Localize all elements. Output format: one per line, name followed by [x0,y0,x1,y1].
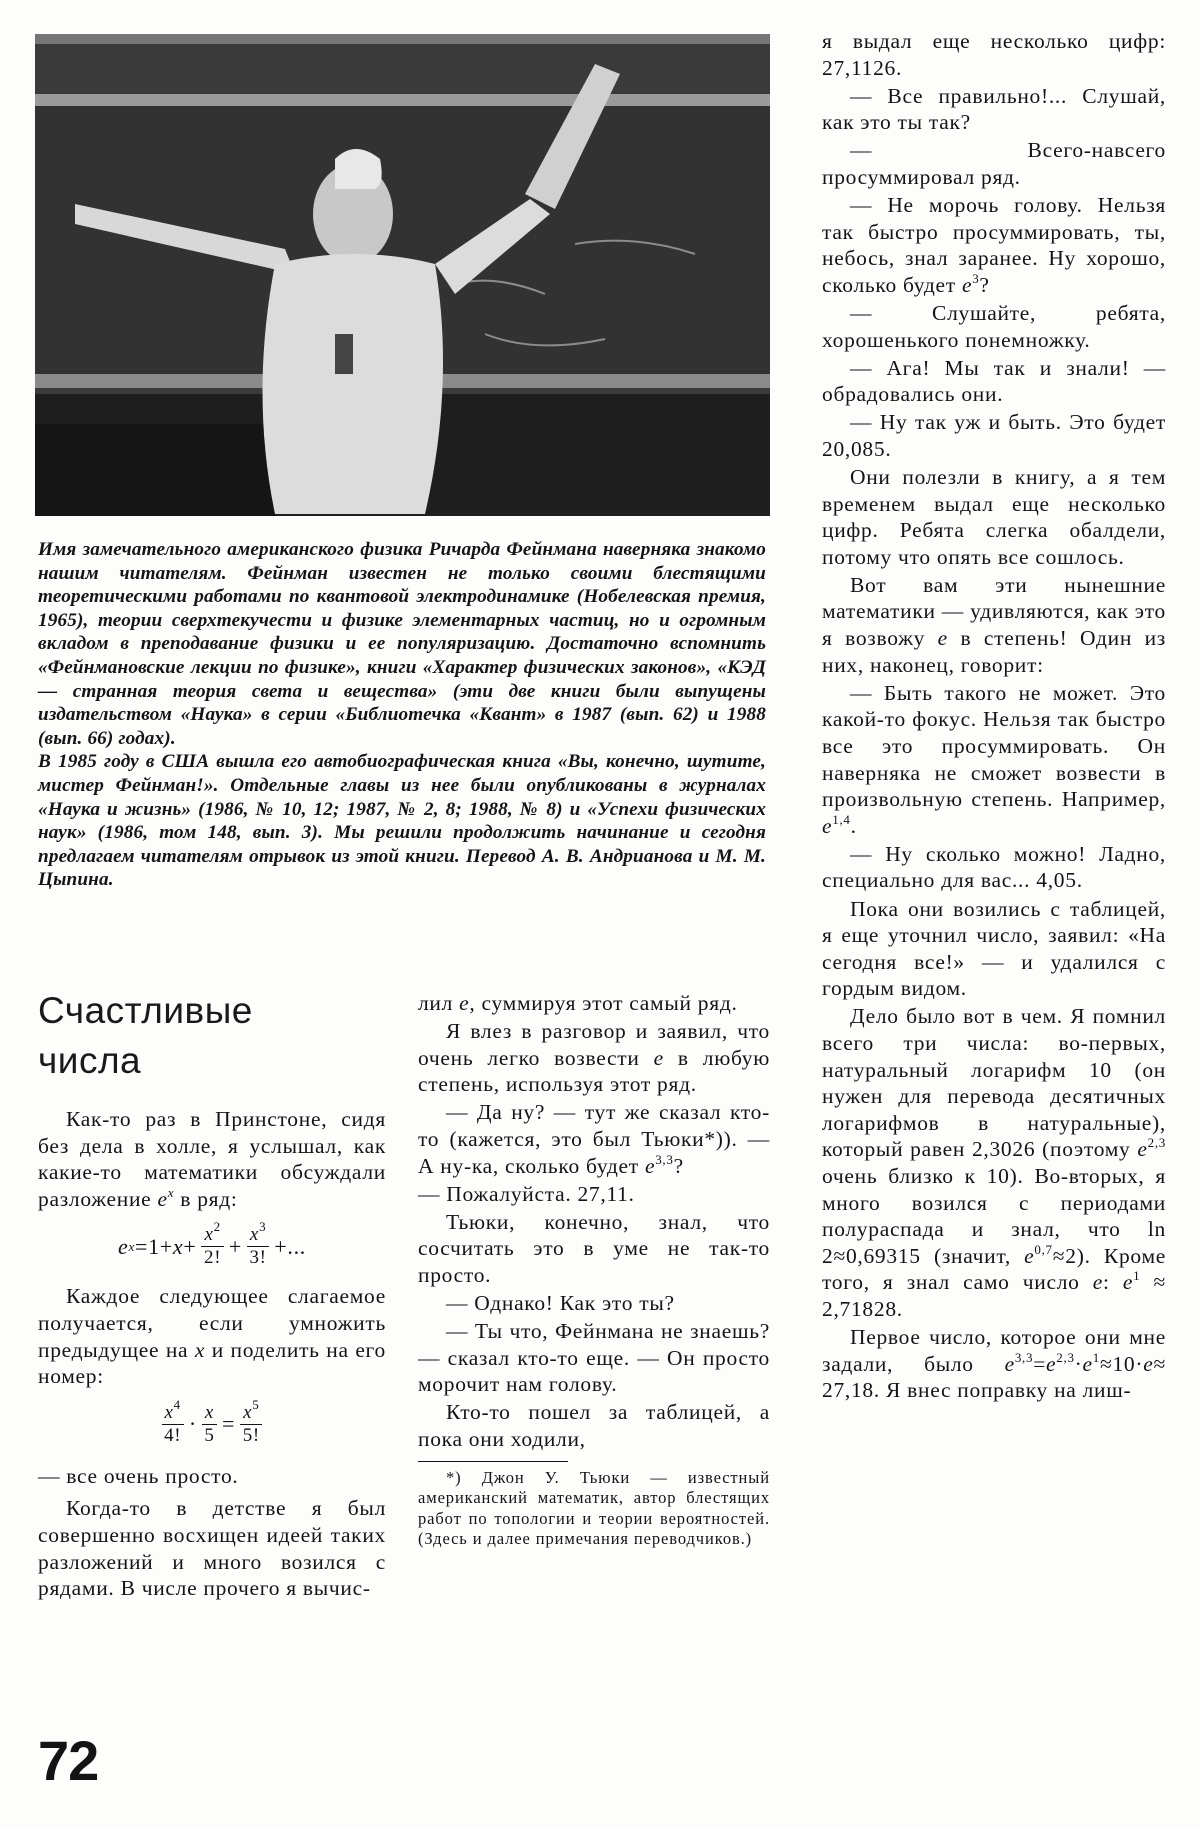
caption-paragraph: Имя замечательного американского физика Ричарда Фейнмана наверняка знакомо нашим читателям. Фейнман известен не только своими блестящими теоретическими работами по квантовой электродинамике (Нобелевская премия, 1965), теории сверхтекучести и физике элементарных частиц, но и огромным вкладом в преподавание физики и ее популяризацию. Достаточно вспомнить «Фейнмановские лекции по физике», книги «Характер физических законов», «КЭД — странная теория света и вещества» (эти две книги были выпущены издательством «Наука» в серии «Библиотечка «Квант» в 1987 (вып. 62) и 1988 (вып. 66) годах). [38,539,766,749]
math-variable: e [1092,1270,1104,1295]
text-run: — Да ну? — тут же сказал кто-то (кажется, это был Тьюки*)). — А ну-ка, сколько будет [418,1100,770,1178]
paragraph [822,841,1166,894]
math-variable: e [1143,1351,1154,1376]
right-column [822,28,1166,1405]
text-run: Пока они возились с таблицей, я еще уточнил число, заявил: «На сегодня все!» — и удалился с гордым видом. [822,896,1166,1001]
text-run: в любую степень, используя этот ряд. [418,1045,770,1097]
term-ratio-formula [38,1396,386,1447]
math-exponent: 3,3 [1014,1349,1034,1365]
math-variable: e [961,272,973,297]
paragraph [418,1018,770,1098]
math-exponent: 3,3 [655,1151,674,1167]
text-run: ? [673,1153,684,1178]
text-run: . [850,813,857,838]
formula-op: +... [274,1233,306,1259]
fraction [240,1396,262,1447]
paragraph [822,464,1166,570]
numerator: x [249,1224,260,1246]
math-exponent: 2,3 [1147,1135,1166,1151]
text-run: лил [418,991,460,1015]
fraction [202,1402,217,1447]
denominator: 2! [204,1247,222,1269]
paragraph [38,1283,386,1389]
text-run: очень близко к 10). Во-вторых, я много возился с периодами полураспада и знал, что ln 2≈0,69315 (значит, [822,1163,1166,1268]
math-variable: e [1082,1351,1093,1376]
paragraph [822,1003,1166,1322]
math-variable: e [822,813,833,838]
formula-op: + [228,1233,242,1259]
paragraph [822,680,1166,840]
paragraph [822,83,1166,136]
right-paragraphs [822,28,1166,1404]
fraction [201,1219,223,1269]
text-run: и поделить на его номер: [38,1337,386,1389]
text-run: Дело было вот в чем. Я помнил всего три числа: во-первых, натуральный логарифм 10 (он нужен для перевода десятичных логарифмов в натуральные), который равен 2,3026 (поэтому [822,1004,1166,1162]
math-exponent: x [167,1184,175,1200]
text-run: — Слушайте, ребята, хорошенького понемножку. [822,300,1166,352]
feynman-photo [35,34,770,516]
paragraph [418,990,770,1017]
paragraph [418,1290,770,1317]
paragraph [822,1324,1166,1404]
paragraph [38,1495,386,1601]
text-run: Они полезли в книгу, а я тем временем выдал еще несколько цифр. Ребята слегка обалдели, потому что опять все сошлось. [822,465,1166,569]
text-run: ≈ 2,71828. [822,1270,1167,1321]
exponent: 3 [259,1219,267,1235]
paragraph [822,300,1166,353]
text-run: — Всего-навсего просуммировал ряд. [822,138,1166,189]
fraction [162,1396,184,1447]
text-run: ≈2). Кроме того, я знал само число [822,1243,1166,1295]
article-title [38,986,386,1086]
exponent: 4 [173,1396,181,1412]
exponent: 2 [213,1219,221,1235]
photo-illustration [35,34,770,516]
text-run: — Однако! Как это ты? [446,1291,675,1316]
caption-paragraph: В 1985 году в США вышла его автобиографическая книга «Вы, конечно, шутите, мистер Фейнман!». Отдельные главы из нее были опубликованы в журналах «Наука и жизнь» (1986, № 10, 12; 1987, № 2, 8; 1988, № 8) и «Успехи физических наук» (1986, том 148, вып. 3). Мы решили продолжить начинание и сегодня предлагаем читателям отрывок из этой книги. Перевод А. В. Андрианова и М. М. Цыпина. [38,751,766,891]
formula-op: + [183,1233,197,1259]
paragraph [822,896,1166,1002]
title-line: числа [38,1040,142,1081]
paragraph [38,1463,386,1490]
text-run: · [1074,1351,1083,1376]
math-variable: e [644,1153,656,1178]
exponent: 5 [252,1396,260,1412]
math-exponent: 1,4 [832,811,851,827]
text-run: Тьюки, конечно, знал, что сосчитать это в уме не так-то просто. [418,1209,770,1287]
text-run: Когда-то в детстве я был совершенно восхищен идеей таких разложений и много возился с рядами. В числе прочего я вычис- [38,1496,386,1601]
text-run: — Не морочь голову. Нельзя так быстро просуммировать, ты, небось, знал заранее. Ну хорошо, сколько будет [822,193,1166,297]
text-run: — все очень просто. [38,1463,239,1488]
paragraph [418,1181,770,1208]
formula-op: · [188,1410,197,1436]
math-variable: e [1004,1351,1015,1376]
photo-caption [38,538,766,892]
formula-symbol: x [172,1233,184,1259]
paragraph [822,137,1166,190]
text-run: Первое число, которое они мне задали, было [822,1325,1166,1376]
formula-op: =1+ [134,1233,173,1259]
fraction [247,1219,269,1269]
math-variable: e [1024,1243,1035,1268]
paragraph [822,192,1166,298]
left-column [38,986,386,1603]
math-variable: e [459,991,470,1015]
paragraph [418,1209,770,1289]
text-run: ≈ 27,18. Я внес поправку на лиш- [822,1351,1166,1403]
paragraph [822,355,1166,408]
math-exponent: 1 [1092,1349,1100,1365]
text-run: = [1033,1351,1047,1376]
text-run: — Ну сколько можно! Ладно, специально для вас... 4,05. [822,841,1166,893]
exponential-series-formula: e x =1+ x + $\frac{x^2}{2!}$ + $\frac{x^3}{3!}$ +... [118,1219,306,1269]
paragraph [418,1399,770,1452]
denominator: 5! [242,1424,260,1446]
text-run: в степень! Один из них, наконец, говорит: [822,626,1166,677]
paragraph [418,1318,770,1398]
text-run: Как-то раз в Принстоне, сидя без дела в холле, я услышал, как какие-то математики обсуждали разложение [38,1107,386,1211]
math-exponent: 2,3 [1056,1349,1075,1365]
math-variable: x [194,1337,206,1362]
text-run: — Быть такого не может. Это какой-то фокус. Нельзя так быстро все это просуммировать. Он наверняка не сможет возвести в произвольную степень. Например, [822,680,1166,812]
text-run: — Пожалуйста. 27,11. [418,1181,635,1206]
numerator: x [204,1401,215,1423]
math-variable: e [653,1045,664,1070]
numerator: x [164,1401,174,1423]
text-run: — Ага! Мы так и знали! — обрадовались они. [822,355,1166,407]
footnote: *) Джон У. Тьюки — известный американский математик, автор блестящих работ по топологии и теории вероятностей. (Здесь и далее примечания переводчиков.) [418,1467,770,1549]
paragraph [822,409,1166,462]
text-run: в ряд: [174,1186,238,1211]
text-run: : [1103,1270,1123,1295]
math-variable: e [157,1186,168,1211]
math-exponent: 3 [972,270,980,286]
paragraph [822,572,1166,678]
numerator: x [243,1401,253,1423]
math-variable: e [937,626,948,651]
text-run: Каждое следующее слагаемое получается, если умножить предыдущее на [38,1284,386,1362]
paragraph [418,1099,770,1179]
text-run: Кто-то пошел за таблицей, а пока они ходили, [418,1400,770,1451]
math-variable: e [1122,1270,1134,1295]
math-exponent: 1 [1133,1268,1141,1284]
middle-column [418,990,770,1551]
text-run: я выдал еще несколько цифр: 27,1126. [822,29,1166,80]
text-run: — Ну так уж и быть. Это будет 20,085. [822,410,1166,461]
text-run: — Все правильно!... Слушай, как это ты так? [822,83,1166,135]
text-run: Вот вам эти нынешние математики — удивляются, как это я возвожу [822,572,1166,651]
denominator: 5 [204,1424,215,1446]
paragraph [822,28,1166,81]
page-number: 72 [38,1729,99,1792]
footnote-divider [418,1461,568,1462]
text-run: , суммируя этот самый ряд. [469,991,738,1015]
text-run: — Ты что, Фейнмана не знаешь? — сказал кто-то еще. — Он просто морочит нам голову. [418,1319,770,1397]
denominator: 3! [249,1247,267,1269]
math-variable: e [1046,1351,1057,1376]
paragraph [38,1106,386,1212]
numerator: x [204,1224,214,1246]
formula-symbol: e [118,1233,129,1259]
math-variable: e [1137,1137,1148,1162]
text-run: Я влез в разговор и заявил, что очень легко возвести [418,1019,770,1070]
title-line: Счастливые [38,990,253,1031]
middle-paragraphs [418,990,770,1453]
text-run: ≈10· [1099,1351,1144,1376]
text-run: ? [979,272,990,297]
formula-op: = [222,1410,236,1436]
math-exponent: 0,7 [1034,1241,1053,1257]
denominator: 4! [164,1424,182,1446]
